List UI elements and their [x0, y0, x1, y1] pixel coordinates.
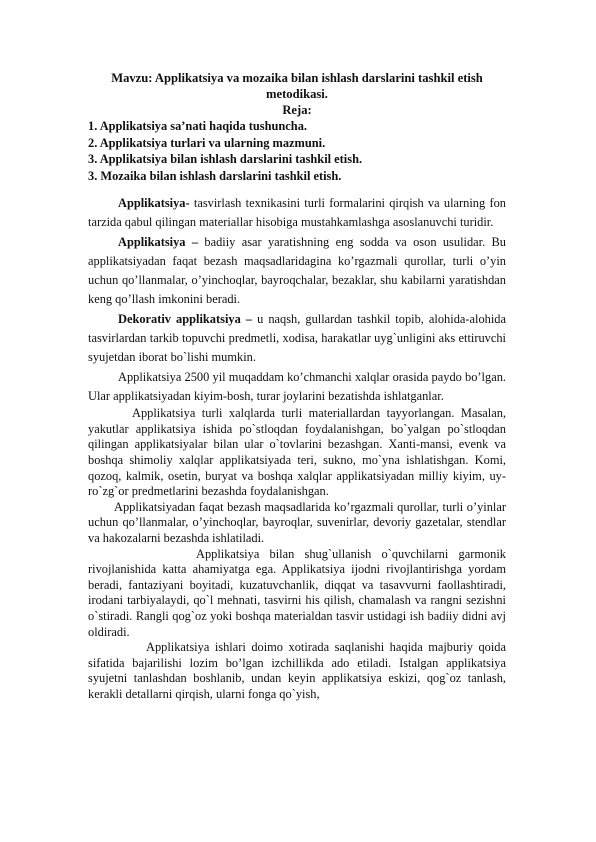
document-page [88, 70, 506, 703]
term: Applikatsiya- [118, 196, 190, 210]
term: Dekorativ applikatsiya – [118, 311, 253, 326]
plan-item: 1. Applikatsiya sa’nati haqida tushuncha. [88, 119, 307, 133]
plan-item: 2. Applikatsiya turlari va ularning mazmuni. [88, 135, 326, 150]
paragraph: Applikatsiyadan faqat bezash maqsadlarida ko’rgazmali qurollar, turli o’yinlar uchun qo’llanmalar, o’yinchoqlar, bayroqlar, suvenirlar, devoriy gazetalar, stendlar va hakozalarni bezashda ishlatiladi. [88, 499, 506, 546]
paragraph: Applikatsiya ishlari doimo xotirada saqlanishi haqida majburiy qoida sifatida bajarilishi lozim bo’lgan izchillikda ado etiladi. Istalgan applikatsiya syujetni tanlashdan boshlanib, undan keyin applikatsiya eskizi, qog`oz tanlash, kerakli detallarni qirqish, ularni fonga qo`yish, [88, 640, 506, 701]
paragraph [88, 233, 506, 310]
plan-item: 3. Applikatsiya bilan ishlash darslarini tashkil etish. [88, 152, 363, 166]
document-body [88, 194, 506, 703]
paragraph: Applikatsiya 2500 yil muqaddam ko’chmanchi xalqlar orasida paydo bo’lgan. Ular applikatsiyadan kiyim-bosh, turar joylarini bezatishda ishlatganlar. [88, 369, 506, 403]
paragraph: Applikatsiya turli xalqlarda turli materiallardan tayyorlangan. Masalan, yakutlar applikatsiya ishida po`stloqdan foydalanishgan, bo`yalgan po`stloqdan qilingan applikatsiyalar bilan ular o`tovlarini bezashgan. Xanti-mansi, evenk va boshqa shimoliy xalqlar applikatsiyada teri, sukno, mo`yna ishlatishgan. Komi, qozoq, kalmik, osetin, buryat va boshqa xalqlar applikatsiyadan milliy kiyim, uy-ro`zg`or predmetlarini bezashda foydalanishgan. [88, 406, 506, 499]
paragraph [88, 310, 506, 368]
paragraph-text: u naqsh, gullardan tashkil topib, alohida-alohida tasvirlardan tarkib topuvchi predmetli, xodisa, harakatlar uyg`unligini aks ettiruvchi syujetdan iborat bo`lishi mumkin. [88, 311, 506, 365]
plan-list [88, 118, 506, 184]
paragraph-text: tasvirlash texnikasini turli formalarini qirqish va ularning fon tarzida qabul qilingan materiallar hisobiga mustahkamlashga asoslanuvchi turidir. [88, 196, 506, 230]
plan-heading: Reja: [282, 103, 312, 117]
document-title: Mavzu: Applikatsiya va mozaika bilan ishlash darslarini tashkil etish metodikasi. [111, 71, 483, 101]
paragraph: Applikatsiya bilan shug`ullanish o`quvchilarni garmonik rivojlanishida katta ahamiyatga ega. Applikatsiya ijodni rivojlantirishga yordam beradi, fantaziyani boyitadi, kuzatuvchanlik, diqqat va tasavvurni faollashtiradi, irodani tarbiyalaydi, qo`l mehnati, tasvirni his qilish, chamalash va rangni sezishni o`stiradi. Rangli qog`oz yoki boshqa materialdan tasvir ustidagi ish badiiy didni avj oldiradi. [88, 546, 506, 639]
term: Applikatsiya – [118, 234, 199, 249]
paragraph-text: badiiy asar yaratishning eng sodda va oson usulidar. Bu applikatsiyadan faqat bezash maqsadlaridagina ko’rgazmali qurollar, turli o’yin uchun qo’llanmalar, o’yinchoqlar, bayroqchalar, bezaklar, shu kabilarni yaratishdan keng qo’llash imkonini beradi. [88, 234, 506, 307]
plan-item: 3. Mozaika bilan ishlash darslarini tashkil etish. [88, 168, 342, 183]
paragraph [88, 194, 506, 233]
